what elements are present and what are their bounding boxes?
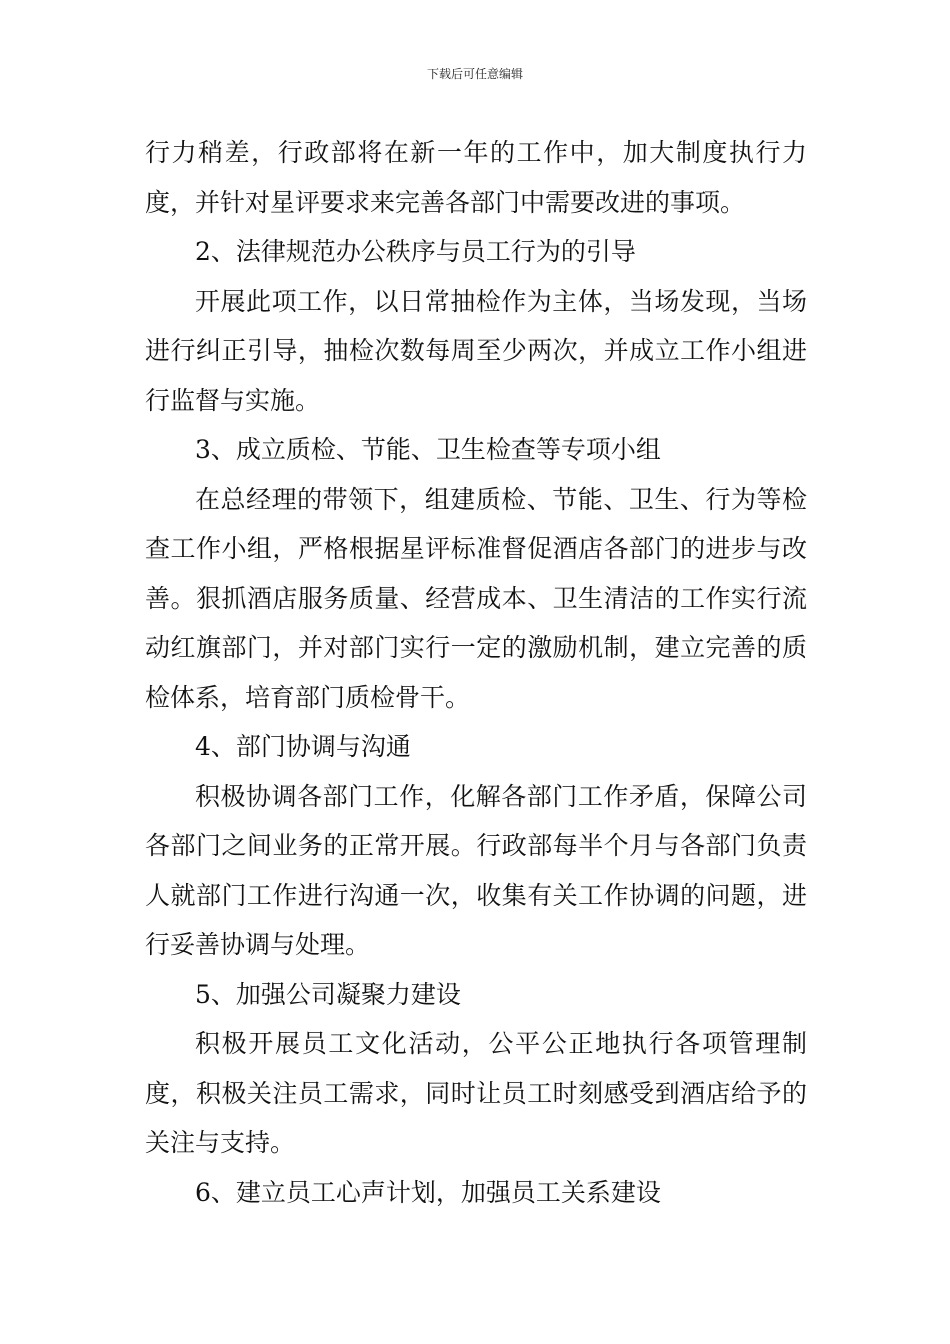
section-heading-6: 6、建立员工心声计划，加强员工关系建设 [195,1177,661,1207]
document-body [145,128,807,1217]
section-heading-3: 3、成立质检、节能、卫生检查等专项小组 [195,435,661,464]
paragraph-continuation: 行力稍差，行政部将在新一年的工作中，加大制度执行力度，并针对星评要求来完善各部门中需要改进的事项。 [145,138,807,217]
paragraph: 在总经理的带领下，组建质检、节能、卫生、行为等检查工作小组，严格根据星评标准督促酒店各部门的进步与改善。狠抓酒店服务质量、经营成本、卫生清洁的工作实行流动红旗部门，并对部门实行一定的激励机制，建立完善的质检体系，培育部门质检骨干。 [145,484,807,712]
paragraph: 开展此项工作，以日常抽检作为主体，当场发现，当场进行纠正引导，抽检次数每周至少两次，并成立工作小组进行监督与实施。 [145,286,807,415]
paragraph: 积极开展员工文化活动，公平公正地执行各项管理制度，积极关注员工需求，同时让员工时刻感受到酒店给予的关注与支持。 [145,1029,807,1157]
section-heading-2: 2、法律规范办公秩序与员工行为的引导 [195,237,636,266]
page-header: 下载后可任意编辑 [426,67,523,81]
section-heading-4: 4、部门协调与沟通 [195,732,411,761]
paragraph: 积极协调各部门工作，化解各部门工作矛盾，保障公司各部门之间业务的正常开展。行政部每半个月与各部门负责人就部门工作进行沟通一次，收集有关工作协调的问题，进行妥善协调与处理。 [145,781,807,959]
section-heading-5: 5、加强公司凝聚力建设 [195,979,461,1009]
